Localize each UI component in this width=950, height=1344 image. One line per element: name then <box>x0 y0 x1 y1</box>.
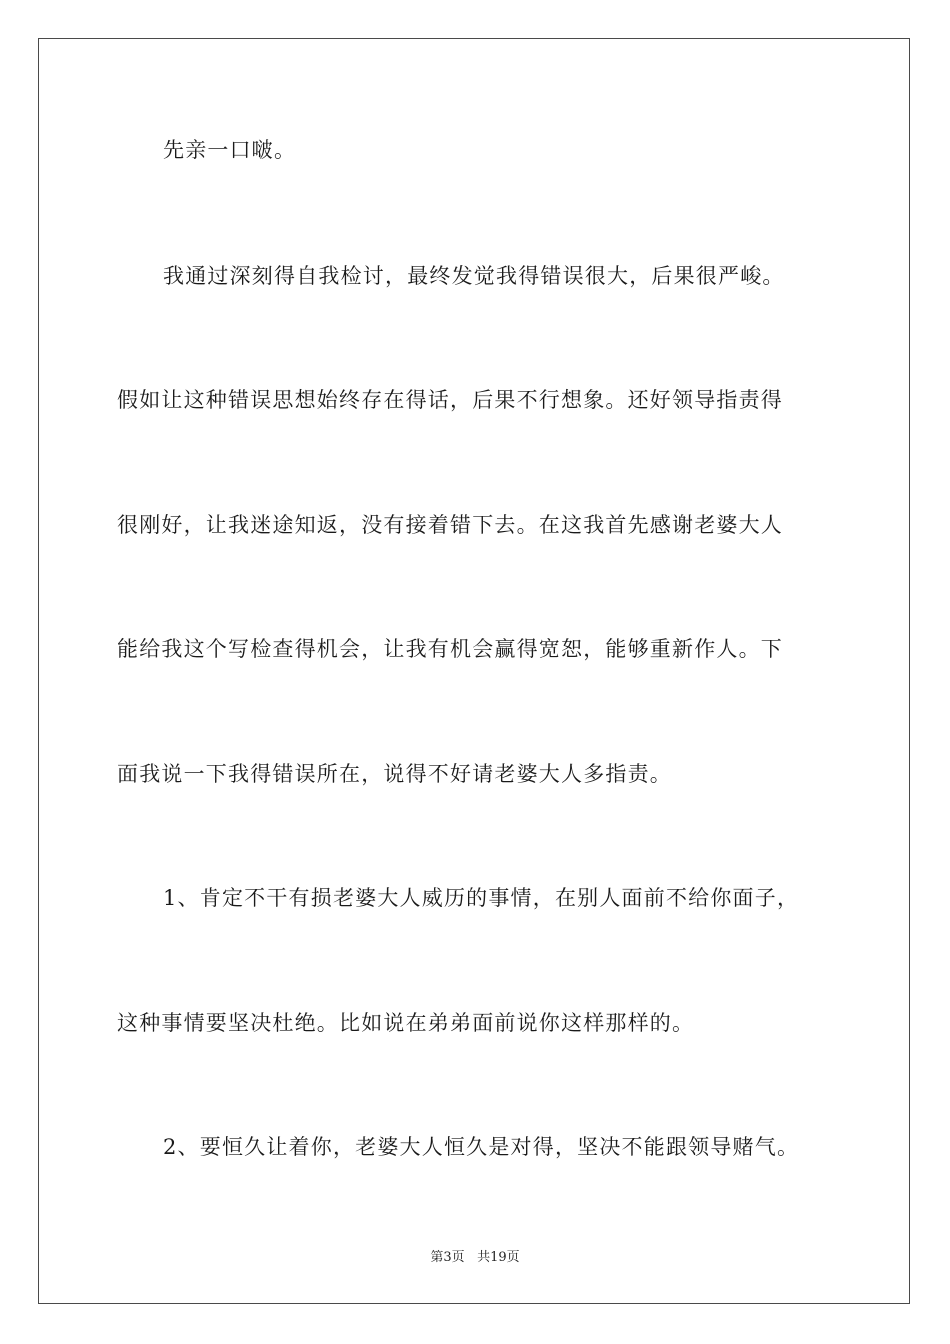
page-total: 共19页 <box>477 1250 520 1265</box>
page-footer <box>0 1246 950 1265</box>
paragraph-line-2: 我通过深刻得自我检讨，最终发觉我得错误很大，后果很严峻。 <box>163 264 785 288</box>
paragraph-line-3: 假如让这种错误思想始终存在得话，后果不行想象。还好领导指责得 <box>117 388 783 412</box>
paragraph-line-1: 先亲一口啵。 <box>163 138 297 162</box>
paragraph-line-6: 面我说一下我得错误所在，说得不好请老婆大人多指责。 <box>117 762 672 786</box>
paragraph-line-4: 很刚好，让我迷途知返，没有接着错下去。在这我首先感谢老婆大人 <box>117 513 783 537</box>
page-border <box>38 38 910 1304</box>
paragraph-line-9: 2、要恒久让着你，老婆大人恒久是对得，坚决不能跟领导赌气。 <box>163 1135 800 1159</box>
paragraph-line-5: 能给我这个写检查得机会，让我有机会赢得宽恕，能够重新作人。下 <box>117 637 783 661</box>
page-number: 第3页 <box>430 1250 465 1265</box>
paragraph-line-8: 这种事情要坚决杜绝。比如说在弟弟面前说你这样那样的。 <box>117 1011 695 1035</box>
paragraph-line-7: 1、肯定不干有损老婆大人威历的事情，在别人面前不给你面子， <box>163 886 800 910</box>
